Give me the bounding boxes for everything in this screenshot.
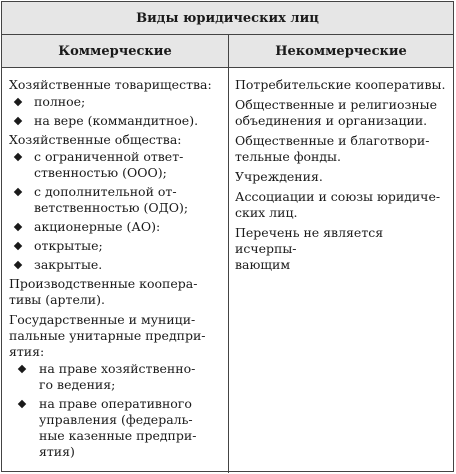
list-item: полное;	[9, 94, 222, 110]
group-partnerships-label: Хозяйственные товарищества:	[9, 77, 212, 92]
list-item: на вере (коммандитное).	[9, 113, 222, 129]
column-header-noncommercial: Некоммерческие	[275, 43, 407, 59]
diamond-bullet-icon	[14, 242, 22, 250]
diamond-bullet-icon	[18, 400, 26, 408]
diamond-bullet-icon	[18, 365, 26, 373]
noncommercial-cell	[229, 68, 453, 473]
diamond-bullet-icon	[14, 98, 22, 106]
companies-list	[9, 149, 222, 273]
legal-entities-table	[1, 1, 454, 472]
noncommercial-item: Общественные и религиозные объединения и организации.	[235, 97, 438, 128]
noncommercial-item: Общественные и благотвори- тельные фонды.	[235, 133, 430, 164]
diamond-bullet-icon	[14, 117, 22, 125]
diamond-bullet-icon	[14, 223, 22, 231]
list-item: на праве хозяйственно- го ведения;	[9, 361, 222, 393]
table-title: Виды юридических лиц	[2, 2, 453, 35]
noncommercial-item: Ассоциации и союзы юридиче- ских лиц.	[235, 189, 441, 220]
noncommercial-item: Учреждения.	[235, 169, 323, 184]
diamond-bullet-icon	[14, 261, 22, 269]
group-cooperatives-label: Производственные коопера- тивы (артели).	[9, 276, 198, 307]
list-item: открытые;	[9, 238, 222, 254]
unitary-list	[9, 361, 222, 460]
group-companies-label: Хозяйственные общества:	[9, 132, 182, 147]
noncommercial-item: Перечень не является исчерпы- вающим	[235, 225, 384, 272]
diamond-bullet-icon	[14, 153, 22, 161]
column-header-row	[2, 35, 453, 68]
partnerships-list	[9, 94, 222, 129]
list-item: на праве оперативного управления (федераль- ные казенные предпри- ятия)	[9, 396, 222, 460]
commercial-cell	[2, 68, 229, 473]
column-header-commercial: Коммерческие	[2, 35, 229, 67]
noncommercial-item: Потребительские кооперативы.	[235, 77, 446, 92]
list-item: с дополнительной от- ветственностью (ОДО);	[9, 184, 222, 216]
list-item: акционерные (АО):	[9, 219, 222, 235]
list-item: закрытые.	[9, 257, 222, 273]
group-unitary-label: Государственные и муници- пальные унитарные предпри- ятия:	[9, 312, 206, 359]
list-item: с ограниченной ответ- ственностью (ООО);	[9, 149, 222, 181]
diamond-bullet-icon	[14, 188, 22, 196]
table-body-row	[2, 68, 453, 473]
